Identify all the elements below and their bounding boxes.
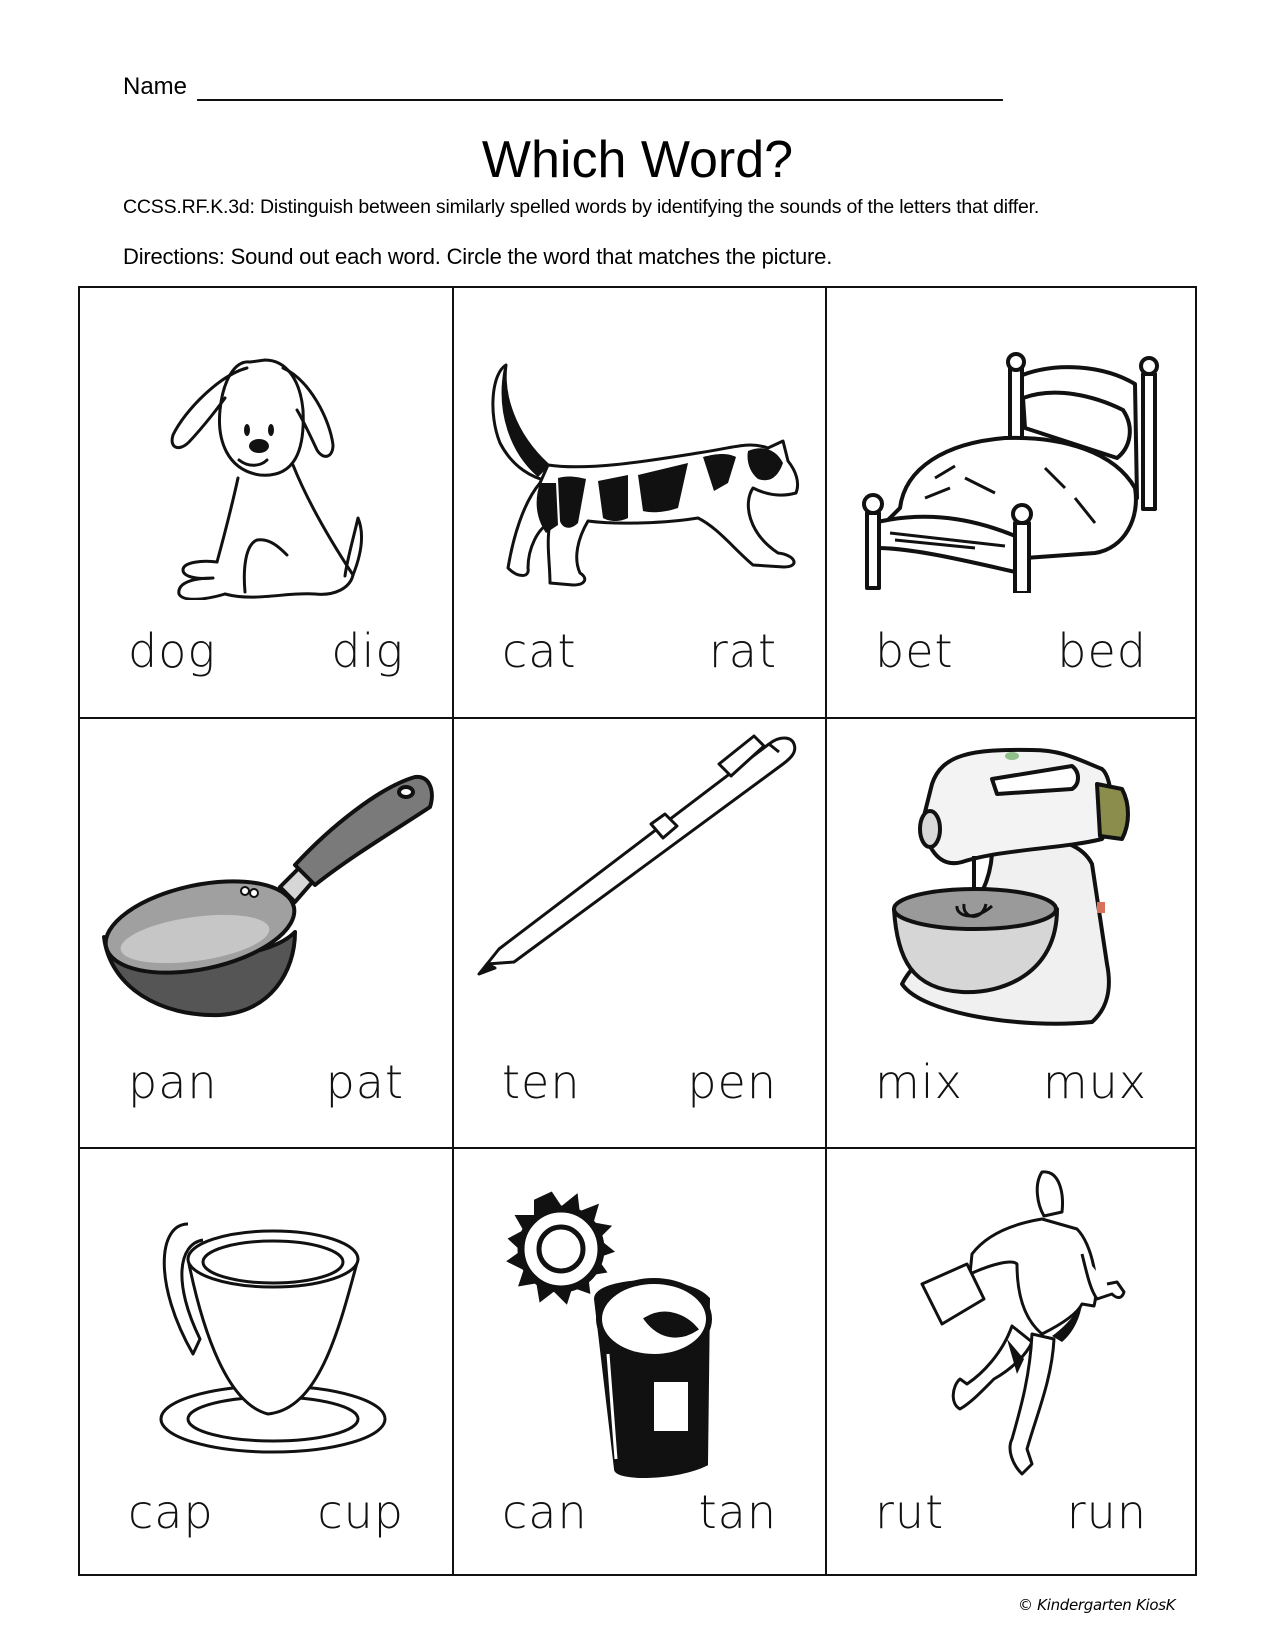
cell-dog: [80, 288, 454, 719]
cell-cup: [80, 1149, 454, 1574]
word-option[interactable]: mux: [1042, 1055, 1147, 1109]
word-option[interactable]: pan: [128, 1055, 218, 1109]
cell-can: [454, 1149, 827, 1574]
word-option[interactable]: rut: [875, 1485, 945, 1539]
can-icon: [496, 1189, 756, 1479]
dog-icon: [165, 350, 365, 600]
pen-icon: [469, 724, 809, 979]
name-write-line[interactable]: [197, 99, 1003, 101]
word-option[interactable]: cup: [317, 1485, 404, 1539]
word-option[interactable]: pat: [325, 1055, 404, 1109]
standard-text: CCSS.RF.K.3d: Distinguish between similarly spelled words by identifying the sounds of the letters that differ.: [123, 196, 1040, 218]
cell-mixer: [827, 719, 1195, 1149]
cell-run: [827, 1149, 1195, 1574]
word-option[interactable]: dog: [128, 624, 216, 678]
cell-pan: [80, 719, 454, 1149]
word-option[interactable]: mix: [875, 1055, 963, 1109]
word-option[interactable]: dig: [331, 624, 404, 678]
cell-pen: [454, 719, 827, 1149]
word-option[interactable]: cap: [128, 1485, 214, 1539]
directions-text: Directions: Sound out each word. Circle the word that matches the picture.: [123, 244, 833, 269]
word-option[interactable]: run: [1066, 1485, 1147, 1539]
name-label: Name: [123, 73, 188, 100]
cell-bed: [827, 288, 1195, 719]
word-option[interactable]: cat: [502, 624, 577, 678]
mixer-icon: [882, 744, 1147, 1039]
name-row: [123, 72, 1023, 104]
word-option[interactable]: rat: [708, 624, 777, 678]
worksheet-grid: [78, 286, 1197, 1576]
word-option[interactable]: bet: [875, 624, 954, 678]
bed-icon: [855, 348, 1175, 593]
word-option[interactable]: tan: [698, 1485, 777, 1539]
page-title: Which Word?: [481, 131, 794, 189]
word-option[interactable]: can: [502, 1485, 588, 1539]
cup-icon: [148, 1204, 388, 1454]
copyright-footer: © Kindergarten KiosK: [1018, 1596, 1176, 1614]
word-option[interactable]: pen: [687, 1055, 777, 1109]
word-option[interactable]: bed: [1057, 624, 1147, 678]
cat-icon: [478, 353, 808, 598]
cell-cat: [454, 288, 827, 719]
running-man-icon: [912, 1164, 1132, 1479]
pan-icon: [100, 767, 440, 1032]
word-option[interactable]: ten: [502, 1055, 581, 1109]
